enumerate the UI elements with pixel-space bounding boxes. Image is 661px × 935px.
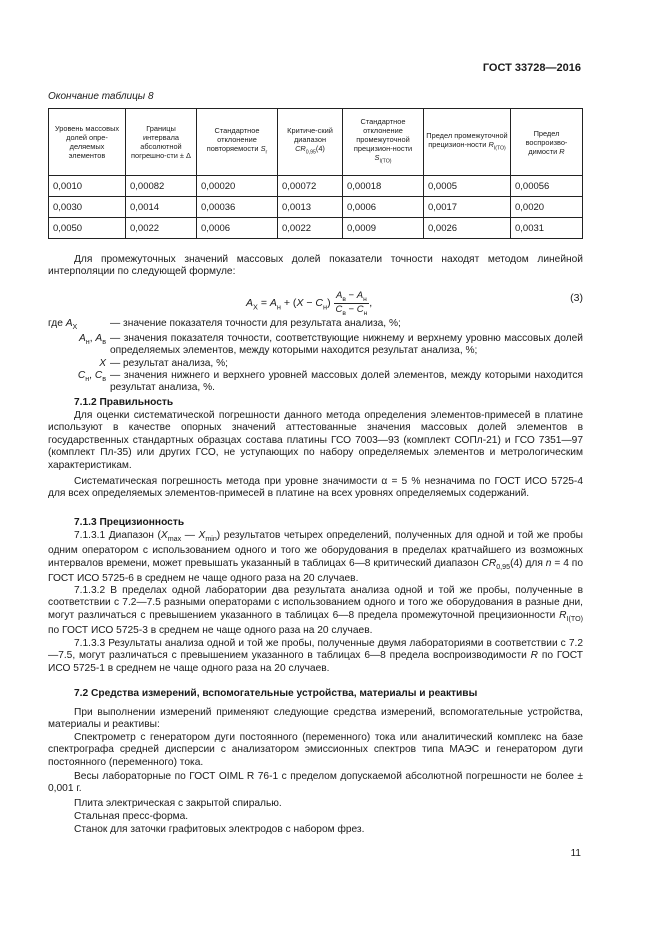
table-cell: 0,00056 <box>511 176 583 197</box>
paragraph-7-2-e: Стальная пресс-форма. <box>74 811 189 822</box>
section-title-7-1-2: 7.1.2 Правильность <box>74 397 174 408</box>
paragraph-7-1-2-a: Для оценки систематической погрешности данного метода определения элементов-примесей в платине используют в качестве опорных значений аттестованные значения массовых долей элементов в государственных стандартных образцах состава платины ГСО 7003—93 (комплект СОПл-21) и ГСО 7351—97 (комплект Пл-35) или других ГСО, не уступающих по набору определяемых элементов и метрологическим характеристикам. <box>48 410 583 471</box>
table-cell: 0,0022 <box>278 218 343 239</box>
definition-row: $A_н$, $A_в$ — значения показателя точности, соответствующие нижнему и верхнему уровню массовых долей определяемых элементов, между которыми находится результат анализа, %; <box>79 333 583 357</box>
table-cell: 0,0020 <box>511 197 583 218</box>
table-cell: 0,00018 <box>343 176 424 197</box>
section-title-7-1-3: 7.1.3 Прецизионность <box>74 517 185 528</box>
table-cell: 0,0005 <box>424 176 511 197</box>
table-cell: 0,0022 <box>126 218 197 239</box>
page-number: 11 <box>570 848 581 859</box>
paragraph-7-2-a: При выполнении измерений применяют следующие средства измерений, вспомогательные устройства, материалы и реактивы: <box>48 707 583 731</box>
table-cell: 0,00072 <box>278 176 343 197</box>
formula-fraction: $\frac{A_в - A_н}{C_в - C_н}$ <box>335 290 368 317</box>
header-cell: Границы интервала абсолютной погрешно-сти ± Δ <box>126 109 197 176</box>
table-cell: 0,0013 <box>278 197 343 218</box>
table-cell: 0,0009 <box>343 218 424 239</box>
section-title-7-2: 7.2 Средства измерений, вспомогательные устройства, материалы и реактивы <box>74 688 478 699</box>
table-caption: Окончание таблицы 8 <box>48 91 154 102</box>
header-cell: Критиче-ский диапазон $CR_{0,95}(4)$ <box>278 109 343 176</box>
table-cell: 0,0006 <box>343 197 424 218</box>
definition-row: где $A_X$ — значение показателя точности для результата анализа, %; <box>48 318 401 332</box>
table-header-row <box>49 109 583 176</box>
paragraph-7-1-3-3: 7.1.3.3 Результаты анализа одной и той же пробы, полученные двумя лабораториями в соответствии с 7.2—7.5, могут различаться с превышением указанного в таблицах 6—8 предела воспроизводимости R по ГОСТ ИСО 5725-1 в среднем не чаще одного раза на 20 случаев. <box>48 638 584 674</box>
paragraph-7-2-f: Станок для заточки графитовых электродов с набором фрез. <box>74 824 365 835</box>
table-row <box>49 218 583 239</box>
header-cell: Предел промежуточной прецизион-ности $R_{I(TO)}$ <box>424 109 511 176</box>
table-cell: 0,0031 <box>511 218 583 239</box>
table-cell: 0,00020 <box>197 176 278 197</box>
header-cell: Предел воспроизво-димости R <box>511 109 583 176</box>
table-cell: 0,0006 <box>197 218 278 239</box>
formula-expression: $A_X = A_н + (X - C_н)$ $\frac{A_в - A_н}{C_в - C_н}$ , <box>246 290 373 317</box>
table-cell: 0,0017 <box>424 197 511 218</box>
formula-number: (3) <box>570 292 583 304</box>
intro-paragraph: Для промежуточных значений массовых долей показатели точности находят методом линейной интерполяции по следующей формуле: <box>48 254 583 278</box>
paragraph-7-2-d: Плита электрическая с закрытой спиралью. <box>74 798 282 809</box>
formula-definitions <box>48 318 583 394</box>
precision-table <box>48 108 583 239</box>
paragraph-7-2-b: Спектрометр с генератором дуги постоянного (переменного) тока или аналитический комплекс на базе спектрографа средней дисперсии с анализатором эмиссионных спектров типа МАЭС и генератором дуги постоянного (переменного) тока. <box>48 732 583 768</box>
paragraph-7-2-c: Весы лабораторные по ГОСТ OIML R 76-1 с пределом допускаемой абсолютной погрешности не более ± 0,001 г. <box>48 771 583 795</box>
table-cell: 0,0030 <box>49 197 126 218</box>
interpolation-formula <box>48 284 583 316</box>
table-cell: 0,0014 <box>126 197 197 218</box>
paragraph-7-1-2-b: Систематическая погрешность метода при уровне значимости α = 5 % незначима по ГОСТ ИСО 5725-4 для всех определяемых элементов-примесей в платине на всех уровнях определяемых содержаний. <box>48 476 583 500</box>
table-cell: 0,0050 <box>49 218 126 239</box>
paragraph-7-1-3-1: 7.1.3.1 Диапазон ($X_{max}$ — $X_{min}$) результатов четырех определений, полученных для одной и той же пробы одним оператором с использованием одного и того же оборудования в пределах кратчайшего из возможных интервалов времени, может превышать указанный в таблицах 6—8 критический диапазон $CR_{0,95}(4)$ для n = 4 по ГОСТ ИСО 5725-6 в среднем не чаще одного раза на 20 случаев. <box>48 530 583 585</box>
header-cell: Стандартное отклонение повторяемости $S_r$ <box>197 109 278 176</box>
header-cell: Стандартное отклонение промежуточной прецизион-ности $S_{I(TO)}$ <box>343 109 424 176</box>
definition-row: $C_н$, $C_в$ — значения нижнего и верхнего уровней массовых долей элементов, между которыми находится результат анализа, %. <box>77 369 583 394</box>
table-cell: 0,0026 <box>424 218 511 239</box>
table-cell: 0,0010 <box>49 176 126 197</box>
table-row <box>49 197 583 218</box>
table-cell: 0,00082 <box>126 176 197 197</box>
definition-row: X — результат анализа, %; <box>99 357 228 369</box>
table-row <box>49 176 583 197</box>
paragraph-7-1-3-2: 7.1.3.2 В пределах одной лаборатории два результата анализа одной и той же пробы, полученные в соответствии с 7.2—7.5 разными операторами с использованием одного и того же оборудования в разные дни, могут различаться с превышением указанного в таблицах 6—8 предела промежуточной прецизионности $R_{I(TO)}$ по ГОСТ ИСО 5725-3 в среднем не чаще одного раза на 20 случаев. <box>48 585 583 637</box>
document-code: ГОСТ 33728—2016 <box>482 62 581 74</box>
table-cell: 0,00036 <box>197 197 278 218</box>
header-cell: Уровень массовых долей опре-деляемых элементов <box>49 109 126 176</box>
